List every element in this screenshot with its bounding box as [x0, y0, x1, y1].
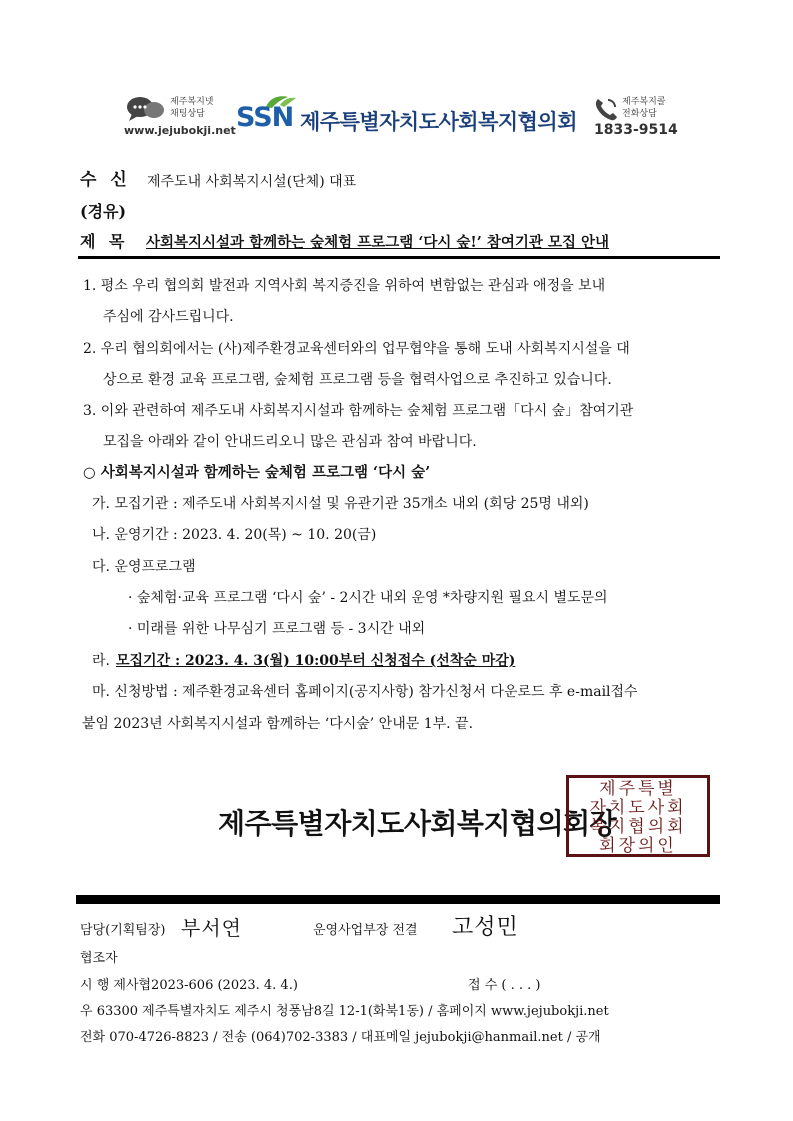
official-seal — [566, 775, 710, 857]
subject: 사회복지시설과 함께하는 숲체험 프로그램 ‘다시 숲!’ 참여기관 모집 안내 — [146, 234, 610, 251]
item-recruit-period: 모집기간 : 2023. 4. 3(월) 10:00부터 신청접수 (선착순 마감) — [116, 653, 516, 669]
subject-label: 제 목 — [80, 232, 129, 251]
drafter-label: 담당(기획팀장) — [80, 923, 166, 938]
cooperator-label: 협조자 — [80, 951, 118, 966]
paragraph-1-line-1: 1. 평소 우리 협의회 발전과 지역사회 복지증진을 위하여 변함없는 관심과 애정을 보내 — [83, 278, 606, 294]
program-sub-2: · 미래를 위한 나무심기 프로그램 등 - 3시간 내외 — [128, 621, 426, 637]
chat-label-1: 제주복지넷 — [170, 97, 214, 107]
call-label-1: 제주복지콜 — [622, 97, 666, 107]
program-sub-1: · 숲체험·교육 프로그램 ‘다시 숲’ - 2시간 내외 운영 *차량지원 필요시 별도문의 — [128, 590, 608, 606]
attachment-note: 붙임 2023년 사회복지시설과 함께하는 ‘다시숲’ 안내문 1부. 끝. — [82, 716, 474, 732]
approver-label: 운영사업부장 전결 — [313, 923, 418, 938]
seal-line-4: 회장의인 — [599, 836, 677, 856]
organization-name: 제주특별자치도사회복지협의회 — [300, 110, 578, 134]
item-apply-method: 마. 신청방법 : 제주환경교육센터 홈페이지(공지사항) 참가신청서 다운로드 후 e-mail접수 — [92, 684, 638, 700]
via-label: (경유) — [80, 202, 127, 221]
paragraph-1-line-2: 주심에 감사드립니다. — [103, 309, 234, 325]
item-recruit-target: 가. 모집기관 : 제주도내 사회복지시설 및 유관기관 35개소 내외 (회당 25명 내외) — [92, 496, 589, 512]
call-label-2: 전화상담 — [622, 109, 657, 119]
paragraph-3-line-2: 모집을 아래와 같이 안내드리오니 많은 관심과 참여 바랍니다. — [103, 434, 477, 450]
website-link[interactable]: www.jejubokji.net — [124, 124, 236, 137]
address-line: 우 63300 제주특별자치도 제주시 청풍남8길 12-1(화북1동) / 홈페이지 www.jejubokji.net — [80, 1004, 609, 1019]
approver-signature: 고성민 — [452, 915, 519, 940]
phone-number: 1833-9514 — [594, 122, 678, 138]
contact-line: 전화 070-4726-8823 / 전송 (064)702-3383 / 대표메일 jejubokji@hanmail.net / 공개 — [80, 1030, 601, 1045]
ssn-logo: SSN — [236, 102, 294, 133]
receipt-info: 접 수 ( . . . ) — [468, 978, 541, 993]
paragraph-2-line-1: 2. 우리 협의회에서는 (사)제주환경교육센터와의 업무협약을 통해 도내 사회복지시설을 대 — [83, 341, 630, 357]
chat-label-2: 채팅상담 — [170, 109, 205, 119]
program-heading: ○ 사회복지시설과 함께하는 숲체험 프로그램 ‘다시 숲’ — [83, 464, 431, 481]
seal-line-3: 복지협의회 — [589, 817, 687, 837]
footer-divider — [76, 895, 720, 904]
chat-bubble-icon — [126, 96, 166, 122]
enforcement-info: 시 행 제사협2023-606 (2023. 4. 4.) — [80, 978, 298, 993]
seal-line-2: 자치도사회 — [589, 798, 687, 818]
item-programs: 다. 운영프로그램 — [92, 559, 196, 575]
seal-line-1: 제주특별 — [599, 779, 677, 799]
paragraph-2-line-2: 상으로 환경 교육 프로그램, 숲체험 프로그램 등을 협력사업으로 추진하고 있습니다. — [103, 372, 612, 388]
recipient: 제주도내 사회복지시설(단체) 대표 — [147, 174, 357, 190]
subject-divider — [78, 256, 720, 259]
paragraph-3-line-1: 3. 이와 관련하여 제주도내 사회복지시설과 함께하는 숲체험 프로그램「다시 숲」참여기관 — [83, 403, 634, 419]
sender-signature: 제주특별자치도사회복지협의회장 — [218, 807, 617, 840]
phone-icon — [593, 96, 619, 122]
recipient-label: 수 신 — [80, 170, 131, 190]
drafter-signature: 부서연 — [181, 916, 242, 940]
item-recruit-period-prefix: 라. — [92, 653, 110, 669]
item-operation-period: 나. 운영기간 : 2023. 4. 20(목) ~ 10. 20(금) — [92, 527, 377, 543]
